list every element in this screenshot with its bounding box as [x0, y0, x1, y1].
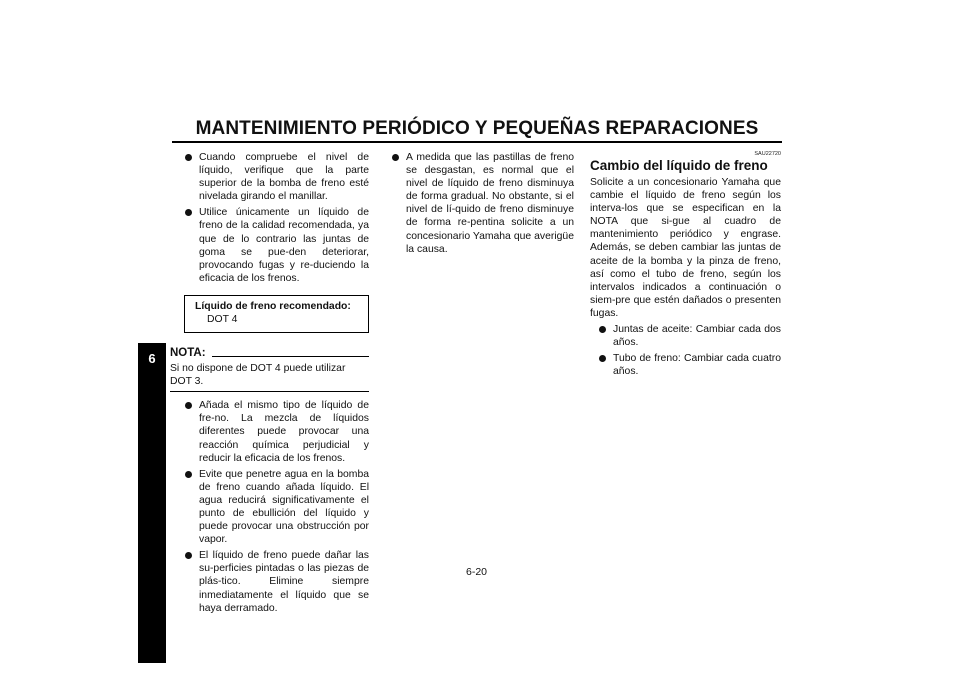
recommended-fluid-box	[184, 295, 369, 333]
column-3	[590, 151, 781, 381]
list-item: Utilice únicamente un líquido de freno de la calidad recomendada, ya que de lo contrario las juntas de goma se pue-den deteriorar, provocando fugas y re-duciendo la eficacia de los frenos.	[184, 206, 369, 285]
note-rule	[212, 356, 369, 357]
title-rule	[172, 141, 782, 143]
list-item: Tubo de freno: Cambiar cada cuatro años.	[598, 352, 781, 378]
column-1	[170, 151, 369, 618]
section-title: Cambio del líquido de freno	[590, 158, 768, 173]
list-item: El líquido de freno puede dañar las su-perficies pintadas o las piezas de plás-tico. Elimine siempre inmediatamente el líquido que se haya derramado.	[184, 549, 369, 614]
list-item: Evite que penetre agua en la bomba de freno cuando añada líquido. El agua reducirá significativamente el punto de ebullición del líquido y puede provocar una obstrucción por vapor.	[184, 468, 369, 547]
note-block	[170, 347, 369, 392]
bullet-list	[184, 151, 369, 285]
list-item: Añada el mismo tipo de líquido de fre-no. La mezcla de líquidos diferentes puede provocar una reacción química perjudicial y reducir la eficacia de los frenos.	[184, 399, 369, 464]
note-text: Si no dispone de DOT 4 puede utilizar DOT 3.	[170, 363, 346, 388]
bullet-list	[598, 323, 781, 378]
chapter-tab	[138, 343, 166, 663]
page-number: 6-20	[466, 566, 488, 578]
page-title: MANTENIMIENTO PERIÓDICO Y PEQUEÑAS REPARACIONES	[195, 118, 759, 139]
recommended-fluid-label: Líquido de freno recomendado:	[195, 300, 351, 312]
list-item: A medida que las pastillas de freno se desgastan, es normal que el nivel de líquido de freno disminuya de forma gradual. No obstante, si el nivel de lí-quido de freno disminuye de forma re-pentina solicite a un concesionario Yamaha que averigüe la causa.	[391, 151, 574, 256]
list-item: Cuando compruebe el nivel de líquido, verifique que la parte superior de la bomba de freno esté nivelada girando el manillar.	[184, 151, 369, 203]
bullet-list	[391, 151, 574, 256]
section-paragraph: Solicite a un concesionario Yamaha que cambie el líquido de freno según los interva-los que se especifican en la NOTA que si-gue al cuadro de mantenimiento periódico y engrase. Además, se deben cambiar las juntas de aceite de la bomba y la pinza de freno, así como el tubo de freno, según los intervalos indicados a continuación o siem-pre que estén dañados o presenten fugas.	[590, 177, 781, 319]
note-heading	[170, 347, 369, 360]
note-end-rule	[170, 391, 369, 392]
section-code: SAU22720	[754, 151, 781, 157]
recommended-fluid-value: DOT 4	[207, 313, 238, 325]
bullet-list	[184, 399, 369, 615]
chapter-number: 6	[148, 351, 156, 366]
list-item: Juntas de aceite: Cambiar cada dos años.	[598, 323, 781, 349]
note-label: NOTA:	[170, 346, 206, 359]
column-2	[391, 151, 574, 259]
